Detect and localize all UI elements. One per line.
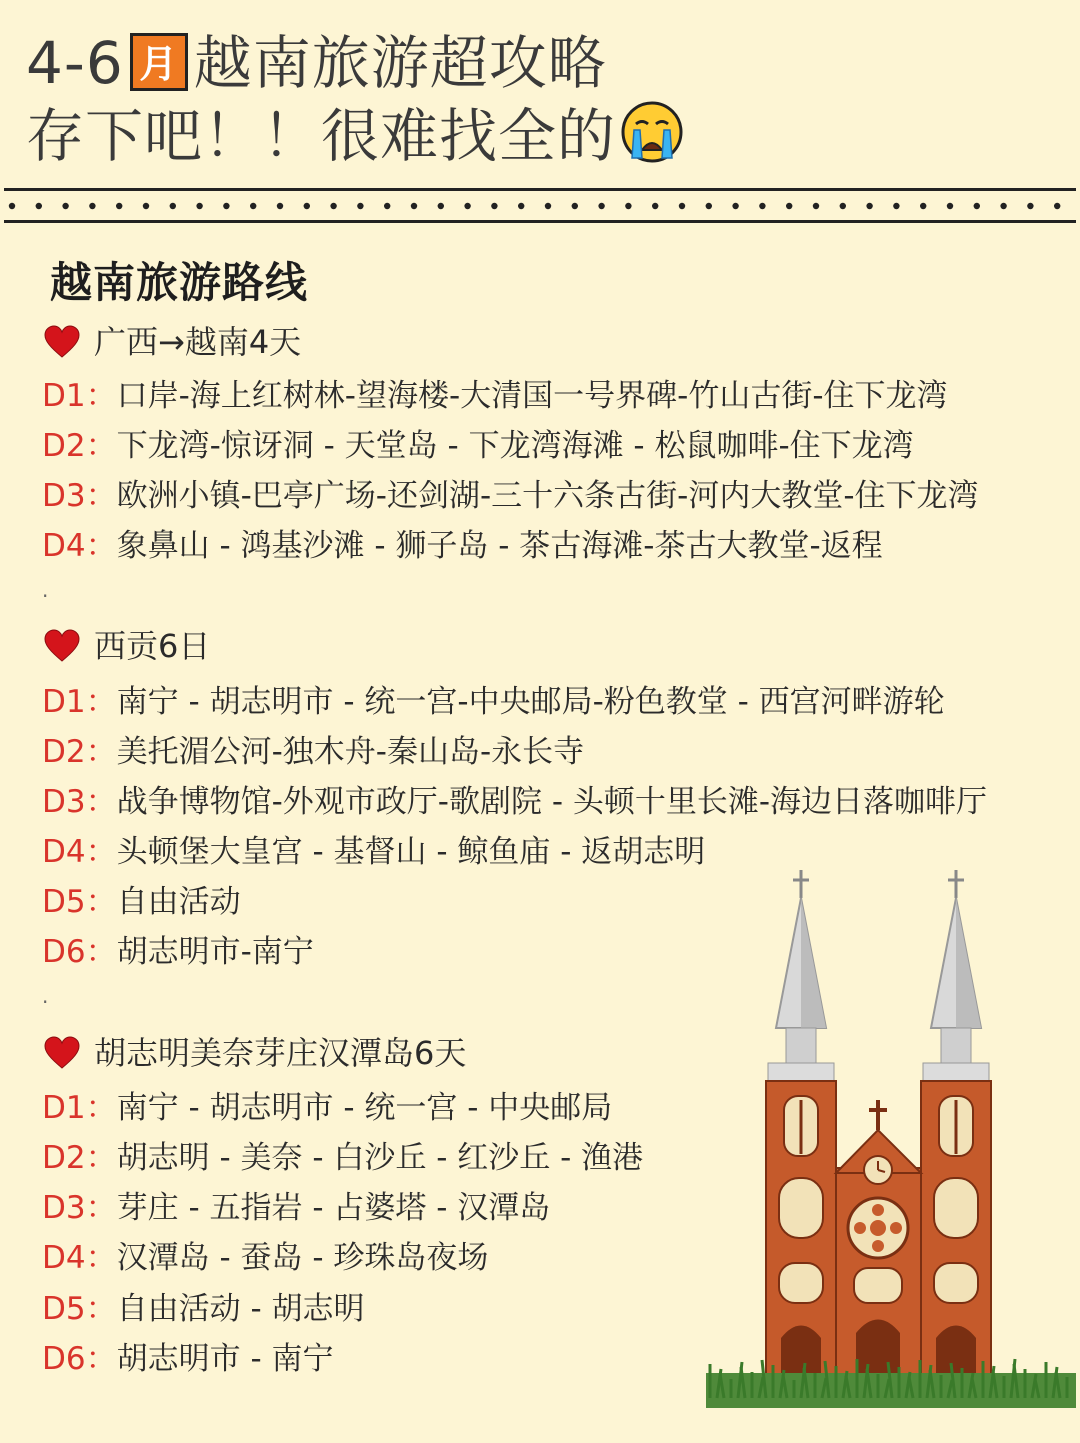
separator-dot: . (42, 578, 49, 602)
route-title: 广西→越南4天 (94, 323, 302, 361)
day-label: D4： (42, 1240, 117, 1276)
day-label: D4： (42, 834, 117, 870)
day-line (42, 1088, 612, 1128)
day-text: 自由活动 - 胡志明 (116, 1291, 365, 1327)
day-label: D6： (42, 934, 117, 970)
day-label: D3： (42, 1190, 117, 1226)
day-label: D1： (42, 1090, 117, 1126)
day-text: 美托湄公河-独木舟-秦山岛-永长寺 (116, 734, 585, 770)
day-label: D6： (42, 1341, 117, 1377)
day-line (42, 832, 705, 872)
section-title: 越南旅游路线 (50, 258, 309, 307)
route-heading (44, 1033, 466, 1073)
day-text: 胡志明市 - 南宁 (116, 1341, 334, 1377)
day-text: 战争博物馆-外观市政厅-歌剧院 - 头顿十里长滩-海边日落咖啡厅 (116, 784, 988, 820)
day-line (42, 682, 945, 722)
day-text: 胡志明 - 美奈 - 白沙丘 - 红沙丘 - 渔港 (116, 1140, 644, 1176)
separator-dot: . (42, 984, 49, 1008)
day-label: D2： (42, 428, 117, 464)
day-line (42, 882, 241, 922)
day-label: D1： (42, 684, 117, 720)
day-line (42, 476, 979, 516)
day-line (42, 782, 987, 822)
day-text: 南宁 - 胡志明市 - 统一宫 - 中央邮局 (116, 1090, 613, 1126)
day-text: 南宁 - 胡志明市 - 统一宫-中央邮局-粉色教堂 - 西宫河畔游轮 (116, 684, 945, 720)
title-suffix: 越南旅游超攻略 (193, 29, 607, 97)
day-label: D2： (42, 734, 117, 770)
subtitle-text: 存下吧！！很难找全的 (26, 102, 617, 170)
day-text: 头顿堡大皇宫 - 基督山 - 鲸鱼庙 - 返胡志明 (116, 834, 706, 870)
day-label: D5： (42, 1291, 117, 1327)
day-line (42, 732, 584, 772)
day-line (42, 932, 314, 972)
day-line (42, 526, 883, 566)
top-divider (4, 188, 1076, 191)
route-heading (44, 322, 301, 362)
title-prefix: 4-6 (26, 29, 124, 97)
day-label: D1： (42, 378, 117, 414)
day-text: 自由活动 (116, 884, 241, 920)
day-line (42, 426, 914, 466)
dotted-divider (4, 199, 1076, 213)
route-title: 西贡6日 (94, 627, 211, 665)
day-text: 胡志明市-南宁 (116, 934, 314, 970)
day-label: D5： (42, 884, 117, 920)
day-line (42, 1138, 643, 1178)
month-badge: 月 (130, 33, 188, 91)
route-heading (44, 626, 210, 666)
day-text: 象鼻山 - 鸿基沙滩 - 狮子岛 - 茶古海滩-茶古大教堂-返程 (116, 528, 883, 564)
day-line (42, 1188, 550, 1228)
day-text: 下龙湾-惊讶洞 - 天堂岛 - 下龙湾海滩 - 松鼠咖啡-住下龙湾 (116, 428, 914, 464)
day-line (42, 1289, 365, 1329)
day-label: D2： (42, 1140, 117, 1176)
day-text: 口岸-海上红树林-望海楼-大清国一号界碑-竹山古街-住下龙湾 (116, 378, 948, 414)
day-text: 汉潭岛 - 蚕岛 - 珍珠岛夜场 (116, 1240, 489, 1276)
title-line-2 (26, 100, 684, 171)
heart-icon (44, 1036, 80, 1070)
day-line (42, 376, 948, 416)
day-line (42, 1238, 488, 1278)
day-label: D3： (42, 784, 117, 820)
day-text: 芽庄 - 五指岩 - 占婆塔 - 汉潭岛 (116, 1190, 551, 1226)
day-label: D3： (42, 478, 117, 514)
title-line-1 (26, 28, 607, 98)
day-text: 欧洲小镇-巴亭广场-还剑湖-三十六条古街-河内大教堂-住下龙湾 (116, 478, 979, 514)
heart-icon (44, 629, 80, 663)
route-title: 胡志明美奈芽庄汉潭岛6天 (94, 1034, 467, 1072)
day-line (42, 1339, 334, 1379)
crying-face-icon (620, 100, 684, 164)
day-label: D4： (42, 528, 117, 564)
heart-icon (44, 325, 80, 359)
cathedral-illustration (706, 868, 1076, 1408)
bottom-divider (4, 220, 1076, 223)
